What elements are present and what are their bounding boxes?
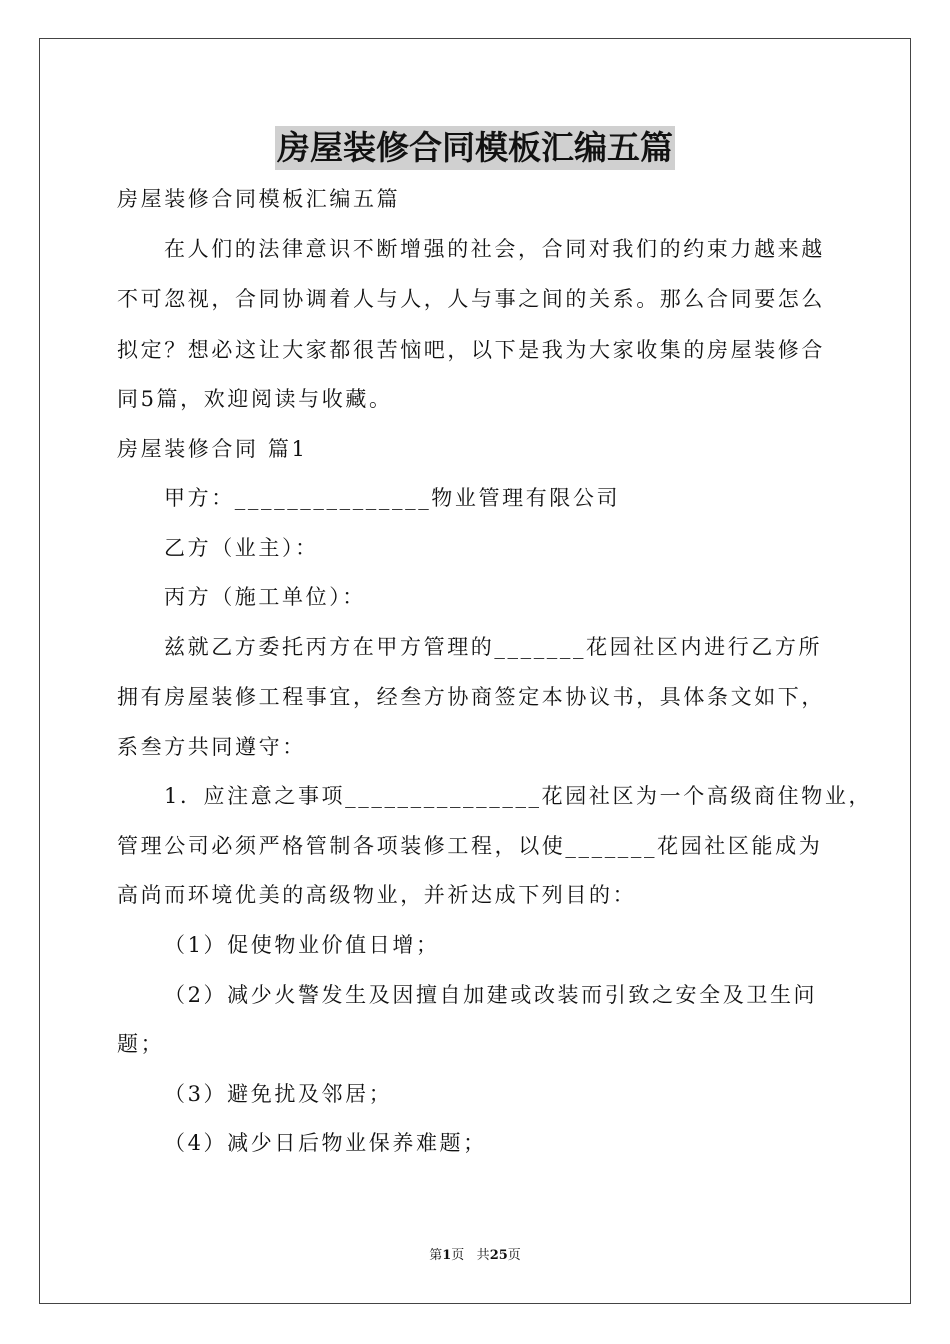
paragraph-line: 1．应注意之事项_______________花园社区为一个高级商住物业， (164, 784, 873, 808)
list-item-continuation: 题； (117, 1032, 165, 1056)
paragraph-line: 系叁方共同遵守： (117, 735, 306, 759)
document-title: 房屋装修合同模板汇编五篇 (275, 126, 675, 170)
list-item: （4）减少日后物业保养难题； (164, 1131, 487, 1155)
paragraph-line: 拟定？想必这让大家都很苦恼吧，以下是我为大家收集的房屋装修合 (117, 338, 825, 362)
paragraph-line: 甲方：_______________物业管理有限公司 (164, 486, 621, 510)
footer-total-suffix: 页 (507, 1248, 521, 1263)
list-item: （2）减少火警发生及因擅自加建或改装而引致之安全及卫生问 (164, 983, 818, 1007)
paragraph-line: 兹就乙方委托丙方在甲方管理的_______花园社区内进行乙方所 (164, 635, 823, 659)
list-item: （3）避免扰及邻居； (164, 1082, 393, 1106)
paragraph-line: 丙方（施工单位）： (164, 585, 366, 609)
section-heading: 房屋装修合同 篇1 (117, 437, 308, 461)
paragraph-line: 乙方（业主）： (164, 536, 319, 560)
title-container (0, 126, 950, 170)
footer-page-suffix: 页 (451, 1248, 465, 1263)
footer-page-number: 1 (442, 1248, 452, 1263)
paragraph-line: 拥有房屋装修工程事宜，经叁方协商签定本协议书，具体条文如下， (117, 685, 825, 709)
paragraph-line: 同5篇，欢迎阅读与收藏。 (117, 387, 393, 411)
paragraph-line: 不可忽视，合同协调着人与人，人与事之间的关系。那么合同要怎么 (117, 287, 825, 311)
page-border (39, 38, 911, 1304)
page-footer (0, 1247, 950, 1265)
paragraph-line: 高尚而环境优美的高级物业，并祈达成下列目的： (117, 883, 637, 907)
subtitle-line: 房屋装修合同模板汇编五篇 (117, 187, 401, 211)
paragraph-line: 管理公司必须严格管制各项装修工程，以使_______花园社区能成为 (117, 834, 823, 858)
list-item: （1）促使物业价值日增； (164, 933, 440, 957)
paragraph-line: 在人们的法律意识不断增强的社会，合同对我们的约束力越来越 (164, 237, 825, 261)
footer-total-pages: 25 (489, 1248, 508, 1263)
footer-total-prefix: 共 (476, 1248, 490, 1263)
footer-page-prefix: 第 (429, 1248, 443, 1263)
